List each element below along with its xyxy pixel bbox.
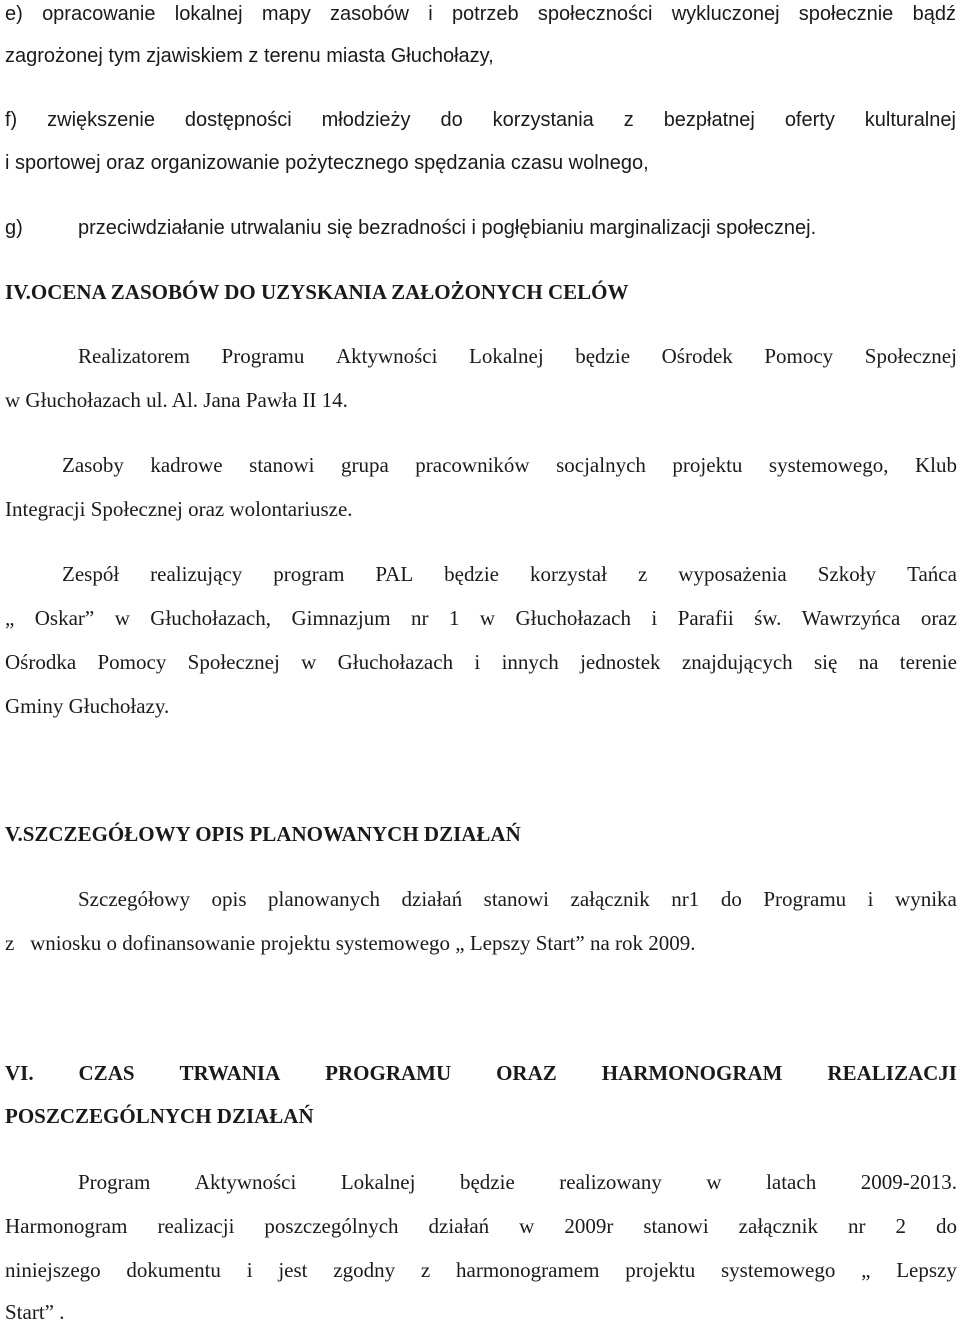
- word: dostępności: [184, 109, 292, 131]
- word: się: [813, 650, 838, 674]
- section-v-heading: V.SZCZEGÓŁOWY OPIS PLANOWANYCH DZIAŁAŃ: [5, 822, 521, 846]
- word: f): [5, 109, 18, 131]
- word: działań: [428, 1214, 490, 1238]
- word: i: [428, 3, 433, 25]
- word: potrzeb: [451, 3, 519, 25]
- word: Zasoby: [62, 453, 124, 477]
- word: Społecznej: [187, 650, 280, 674]
- word: wykluczonej: [671, 3, 780, 25]
- word: Ośrodka: [5, 650, 77, 674]
- word: z: [623, 109, 634, 131]
- list-item-f-line-2: i sportowej oraz organizowanie pożytecznego spędzania czasu wolnego,: [5, 152, 649, 174]
- word: HARMONOGRAM: [601, 1061, 783, 1085]
- section-iv-paragraph-3-line-4: Gminy Głuchołazy.: [5, 694, 170, 718]
- word: wynika: [895, 887, 957, 911]
- word: nr1: [671, 887, 700, 911]
- word: Parafii: [677, 606, 734, 630]
- word: realizacji: [157, 1214, 235, 1238]
- word: korzystał: [529, 562, 607, 586]
- section-iv-paragraph-3-line-1: [62, 564, 957, 585]
- word: systemowego: [721, 1258, 836, 1282]
- word: jest: [278, 1258, 308, 1282]
- word: będzie: [575, 344, 631, 368]
- word: stanowi: [249, 453, 315, 477]
- word: ORAZ: [496, 1061, 557, 1085]
- word: Głuchołazach: [337, 650, 454, 674]
- word: program: [273, 562, 345, 586]
- word: PAL: [375, 562, 414, 586]
- word: zasobów: [330, 3, 409, 25]
- word: kadrowe: [150, 453, 223, 477]
- word: projektu: [625, 1258, 696, 1282]
- list-item-e-line-2: zagrożonej tym zjawiskiem z terenu miasta Głuchołazy,: [5, 45, 494, 67]
- word: e): [5, 3, 23, 25]
- word: innych: [501, 650, 559, 674]
- word: Zespół: [62, 562, 120, 586]
- word: Klub: [914, 453, 957, 477]
- word: jednostek: [580, 650, 661, 674]
- word: CZAS: [78, 1061, 135, 1085]
- word: Szkoły: [817, 562, 877, 586]
- word: w: [706, 1170, 722, 1194]
- word: systemowego,: [768, 453, 889, 477]
- word: do: [720, 887, 742, 911]
- word: zgodny: [333, 1258, 396, 1282]
- section-vi-heading-line-2: POSZCZEGÓLNYCH DZIAŁAŃ: [5, 1104, 314, 1128]
- word: Program: [78, 1170, 151, 1194]
- word: społecznie: [798, 3, 894, 25]
- word: znajdujących: [681, 650, 793, 674]
- word: Głuchołazach: [515, 606, 631, 630]
- word: i: [651, 606, 658, 630]
- word: zwiększenie: [47, 109, 155, 131]
- word: grupa: [340, 453, 389, 477]
- word: Głuchołazach,: [150, 606, 271, 630]
- word: wyposażenia: [678, 562, 787, 586]
- word: działań: [401, 887, 463, 911]
- word: w: [479, 606, 496, 630]
- word: dokumentu: [126, 1258, 221, 1282]
- word: Programu: [763, 887, 847, 911]
- section-vi-heading-line-1: [5, 1063, 957, 1084]
- section-vi-paragraph-line-3: [5, 1260, 957, 1281]
- word: mapy: [261, 3, 311, 25]
- word: do: [440, 109, 463, 131]
- word: 1: [448, 606, 460, 630]
- word: i: [474, 650, 481, 674]
- word: św.: [754, 606, 782, 630]
- word: oferty: [784, 109, 835, 131]
- word: korzystania: [492, 109, 594, 131]
- word: „: [5, 606, 15, 630]
- word: PROGRAMU: [325, 1061, 452, 1085]
- word: w: [114, 606, 130, 630]
- word: poszczególnych: [264, 1214, 399, 1238]
- word: Lokalnej: [469, 344, 544, 368]
- word: socjalnych: [556, 453, 646, 477]
- word: Szczegółowy: [78, 887, 190, 911]
- word: Harmonogram: [5, 1214, 128, 1238]
- list-item-g-marker: g): [5, 217, 23, 239]
- word: będzie: [444, 562, 499, 586]
- word: Tańca: [907, 562, 957, 586]
- section-vi-paragraph-line-2: [5, 1216, 957, 1237]
- word: Ośrodek: [661, 344, 733, 368]
- word: pracowników: [415, 453, 530, 477]
- section-iv-paragraph-1-line-2: w Głuchołazach ul. Al. Jana Pawła II 14.: [5, 388, 348, 412]
- word: projektu: [672, 453, 743, 477]
- word: opracowanie: [42, 3, 156, 25]
- word: 2: [895, 1214, 906, 1238]
- word: w: [301, 650, 317, 674]
- section-iv-paragraph-2-line-1: [62, 455, 957, 476]
- word: stanowi: [483, 887, 549, 911]
- word: w: [519, 1214, 535, 1238]
- word: realizujący: [150, 562, 243, 586]
- word: Realizatorem: [78, 344, 190, 368]
- section-iv-heading: IV.OCENA ZASOBÓW DO UZYSKANIA ZAŁOŻONYCH CELÓW: [5, 280, 629, 304]
- section-vi-paragraph-line-4: Start” .: [5, 1300, 65, 1324]
- word: planowanych: [268, 887, 380, 911]
- word: 2009-2013.: [860, 1170, 957, 1194]
- word: społeczności: [537, 3, 653, 25]
- section-iv-paragraph-3-line-3: [5, 652, 957, 673]
- word: kulturalnej: [864, 109, 956, 131]
- word: terenie: [899, 650, 957, 674]
- list-item-f-line-1: [5, 110, 956, 130]
- word: Pomocy: [764, 344, 834, 368]
- section-iv-paragraph-3-line-2: [5, 608, 957, 629]
- word: Społecznej: [864, 344, 957, 368]
- list-item-g-text: przeciwdziałanie utrwalaniu się bezradności i pogłębianiu marginalizacji społecznej.: [78, 217, 817, 239]
- word: na: [858, 650, 879, 674]
- word: realizowany: [559, 1170, 662, 1194]
- word: z: [420, 1258, 431, 1282]
- word: lokalnej: [174, 3, 243, 25]
- word: bezpłatnej: [663, 109, 755, 131]
- word: Programu: [221, 344, 305, 368]
- word: załącznik: [738, 1214, 818, 1238]
- word: stanowi: [643, 1214, 709, 1238]
- word: „: [861, 1258, 871, 1282]
- section-iv-paragraph-2-line-2: Integracji Społecznej oraz wolontariusze.: [5, 497, 353, 521]
- word: z: [637, 562, 648, 586]
- word: nr: [411, 606, 429, 630]
- section-v-paragraph-line-2: z wniosku o dofinansowanie projektu systemowego „ Lepszy Start” na rok 2009.: [5, 931, 696, 955]
- word: Lokalnej: [340, 1170, 416, 1194]
- word: młodzieży: [321, 109, 411, 131]
- word: VI.: [5, 1061, 34, 1085]
- word: bądź: [912, 3, 956, 25]
- word: Gimnazjum: [291, 606, 391, 630]
- word: oraz: [920, 606, 957, 630]
- list-item-e-line-1: [5, 4, 956, 24]
- word: i: [867, 887, 874, 911]
- word: i: [246, 1258, 253, 1282]
- word: TRWANIA: [179, 1061, 281, 1085]
- word: REALIZACJI: [827, 1061, 957, 1085]
- section-v-paragraph-line-1: [78, 889, 957, 910]
- word: niniejszego: [5, 1258, 101, 1282]
- word: będzie: [459, 1170, 515, 1194]
- section-iv-paragraph-1-line-1: [78, 346, 957, 367]
- word: Aktywności: [335, 344, 438, 368]
- word: załącznik: [570, 887, 650, 911]
- word: Lepszy: [896, 1258, 957, 1282]
- word: nr: [847, 1214, 866, 1238]
- section-vi-paragraph-line-1: [78, 1172, 957, 1193]
- word: opis: [211, 887, 247, 911]
- word: Wawrzyńca: [801, 606, 901, 630]
- word: harmonogramem: [456, 1258, 600, 1282]
- word: do: [935, 1214, 957, 1238]
- word: Pomocy: [97, 650, 167, 674]
- word: 2009r: [564, 1214, 614, 1238]
- word: Aktywności: [194, 1170, 297, 1194]
- word: latach: [766, 1170, 817, 1194]
- word: Oskar”: [34, 606, 95, 630]
